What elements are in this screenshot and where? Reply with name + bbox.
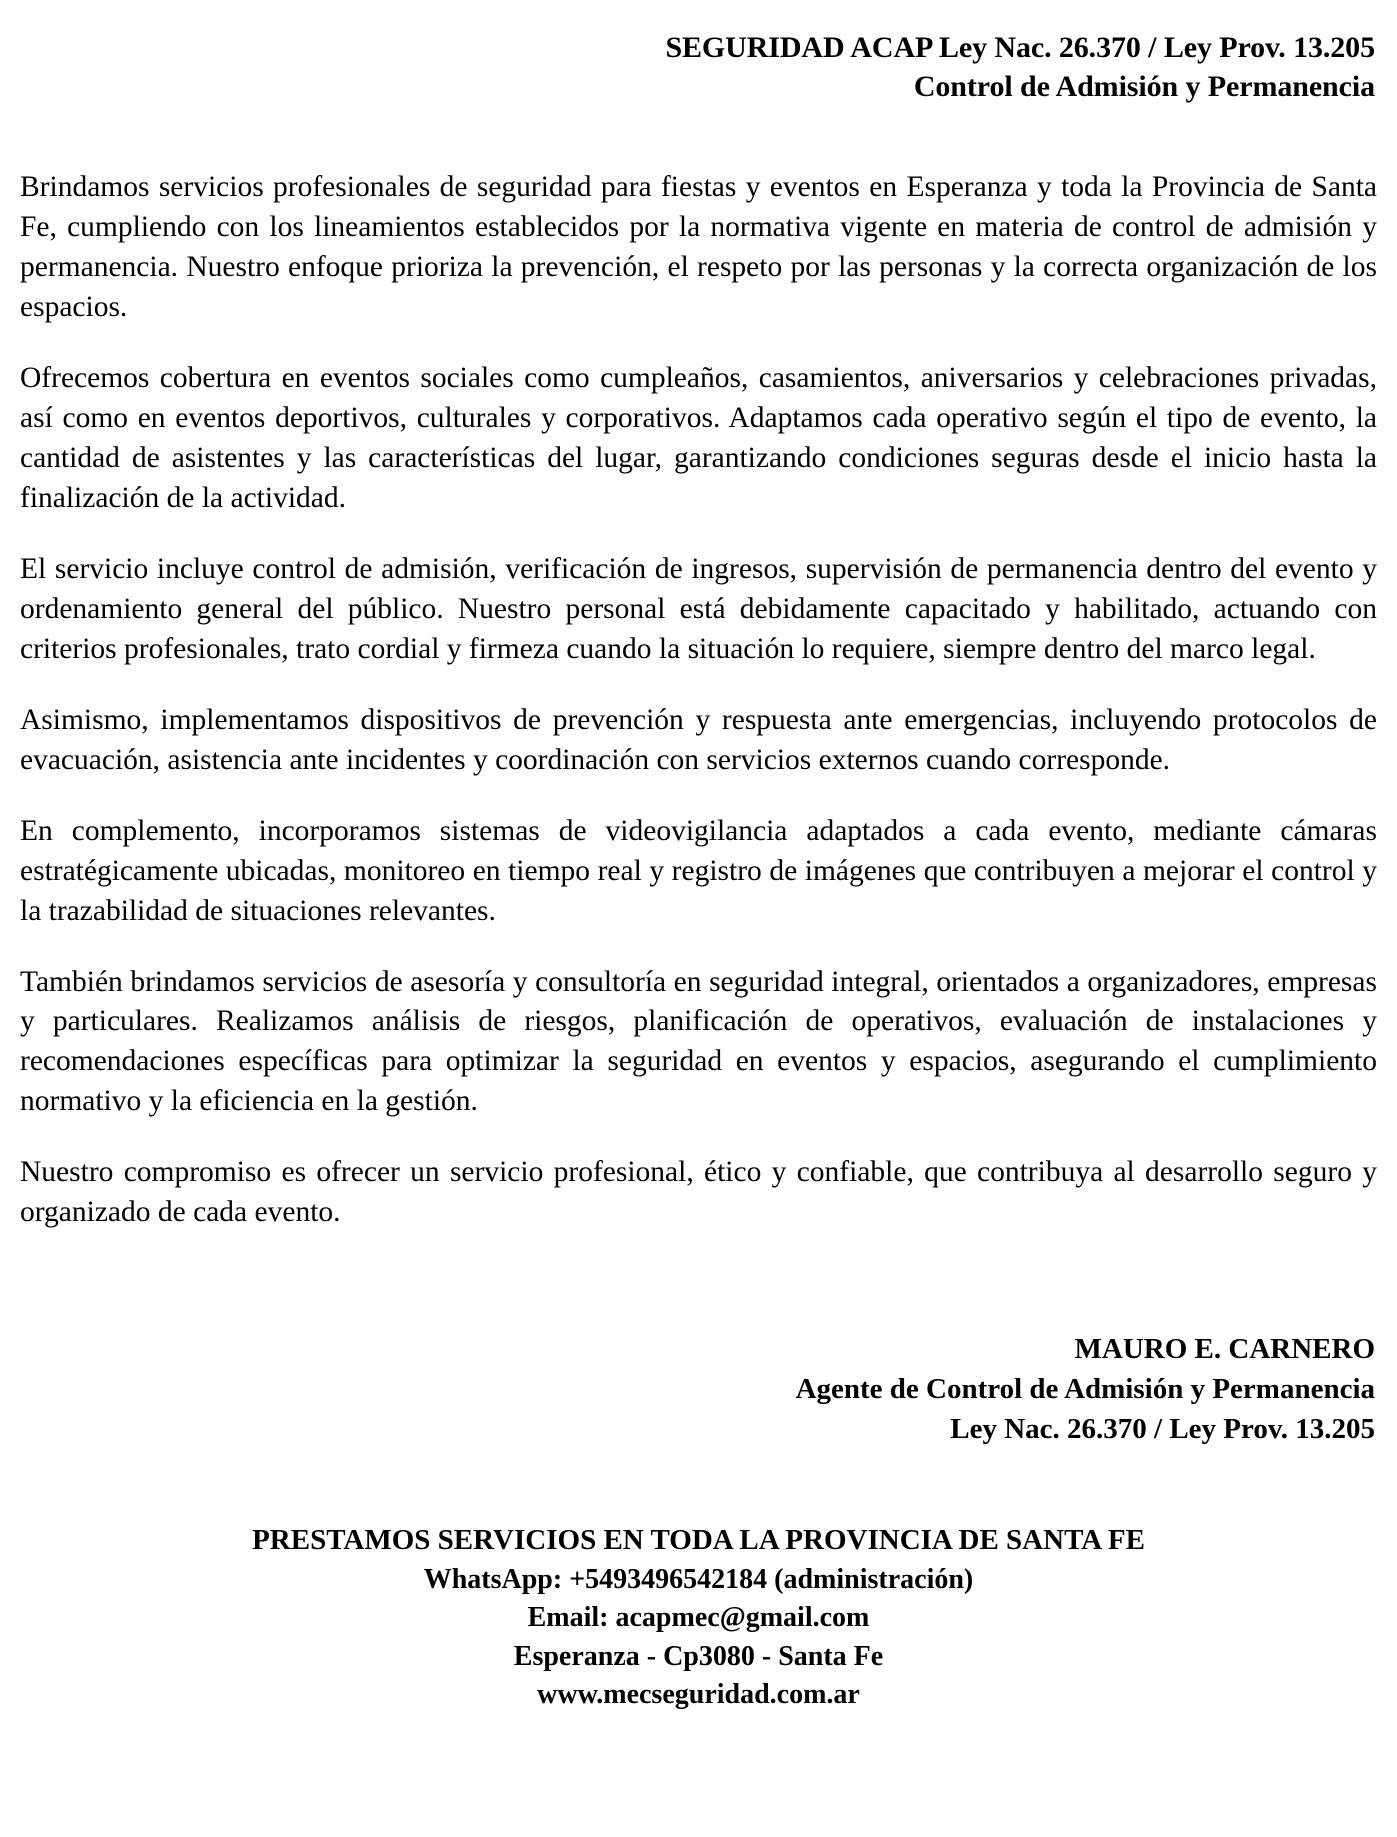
footer-website[interactable]: www.mecseguridad.com.ar <box>537 1679 860 1711</box>
body-paragraph: Brindamos servicios profesionales de seguridad para fiestas y eventos en Esperanza y toda la Provincia de Santa Fe, cumpliendo con los lineamientos establecidos por la normativa vigente en materia de control de admisión y permanencia. Nuestro enfoque prioriza la prevención, el respeto por las personas y la correcta organización de los espacios. <box>20 171 1377 323</box>
header-line-subtitle: Control de Admisión y Permanencia <box>913 70 1375 103</box>
document-header <box>0 0 1397 106</box>
body-paragraph: Asimismo, implementamos dispositivos de prevención y respuesta ante emergencias, incluyendo protocolos de evacuación, asistencia ante incidentes y coordinación con servicios externos cuando corresponde. <box>20 703 1377 776</box>
document-body <box>0 168 1397 1233</box>
body-paragraph: El servicio incluye control de admisión, verificación de ingresos, supervisión de permanencia dentro del evento y ordenamiento general del público. Nuestro personal está debidamente capacitado y habilitado, actuando con criterios profesionales, trato cordial y firmeza cuando la situación lo requiere, siempre dentro del marco legal. <box>20 552 1377 665</box>
footer-coverage-statement: PRESTAMOS SERVICIOS EN TODA LA PROVINCIA DE SANTA FE <box>252 1524 1145 1557</box>
signature-name: MAURO E. CARNERO <box>1074 1333 1375 1366</box>
signature-laws: Ley Nac. 26.370 / Ley Prov. 13.205 <box>950 1413 1375 1446</box>
footer-whatsapp[interactable]: WhatsApp: +5493496542184 (administración) <box>423 1564 974 1596</box>
body-paragraph: Ofrecemos cobertura en eventos sociales como cumpleaños, casamientos, aniversarios y celebraciones privadas, así como en eventos deportivos, culturales y corporativos. Adaptamos cada operativo según el tipo de evento, la cantidad de asistentes y las características del lugar, garantizando condiciones seguras desde el inicio hasta la finalización de la actividad. <box>20 361 1377 514</box>
body-paragraph: En complemento, incorporamos sistemas de videovigilancia adaptados a cada evento, mediante cámaras estratégicamente ubicadas, monitoreo en tiempo real y registro de imágenes que contribuyen a mejorar el control y la trazabilidad de situaciones relevantes. <box>20 814 1377 927</box>
contact-footer <box>0 1521 1397 1714</box>
body-paragraph: También brindamos servicios de asesoría y consultoría en seguridad integral, orientados a organizadores, empresas y particulares. Realizamos análisis de riesgos, planificación de operativos, evaluación de instalaciones y recomendaciones específicas para optimizar la seguridad en eventos y espacios, asegurando el cumplimiento normativo y la eficiencia en la gestión. <box>20 965 1377 1118</box>
body-paragraph: Nuestro compromiso es ofrecer un servicio profesional, ético y confiable, que contribuya al desarrollo seguro y organizado de cada evento. <box>20 1156 1377 1229</box>
signature-block <box>0 1329 1397 1449</box>
footer-email[interactable]: Email: acapmec@gmail.com <box>527 1602 870 1634</box>
signature-role: Agente de Control de Admisión y Permanencia <box>795 1373 1375 1406</box>
header-line-law: SEGURIDAD ACAP Ley Nac. 26.370 / Ley Prov. 13.205 <box>665 31 1375 64</box>
footer-location: Esperanza - Cp3080 - Santa Fe <box>513 1640 884 1672</box>
